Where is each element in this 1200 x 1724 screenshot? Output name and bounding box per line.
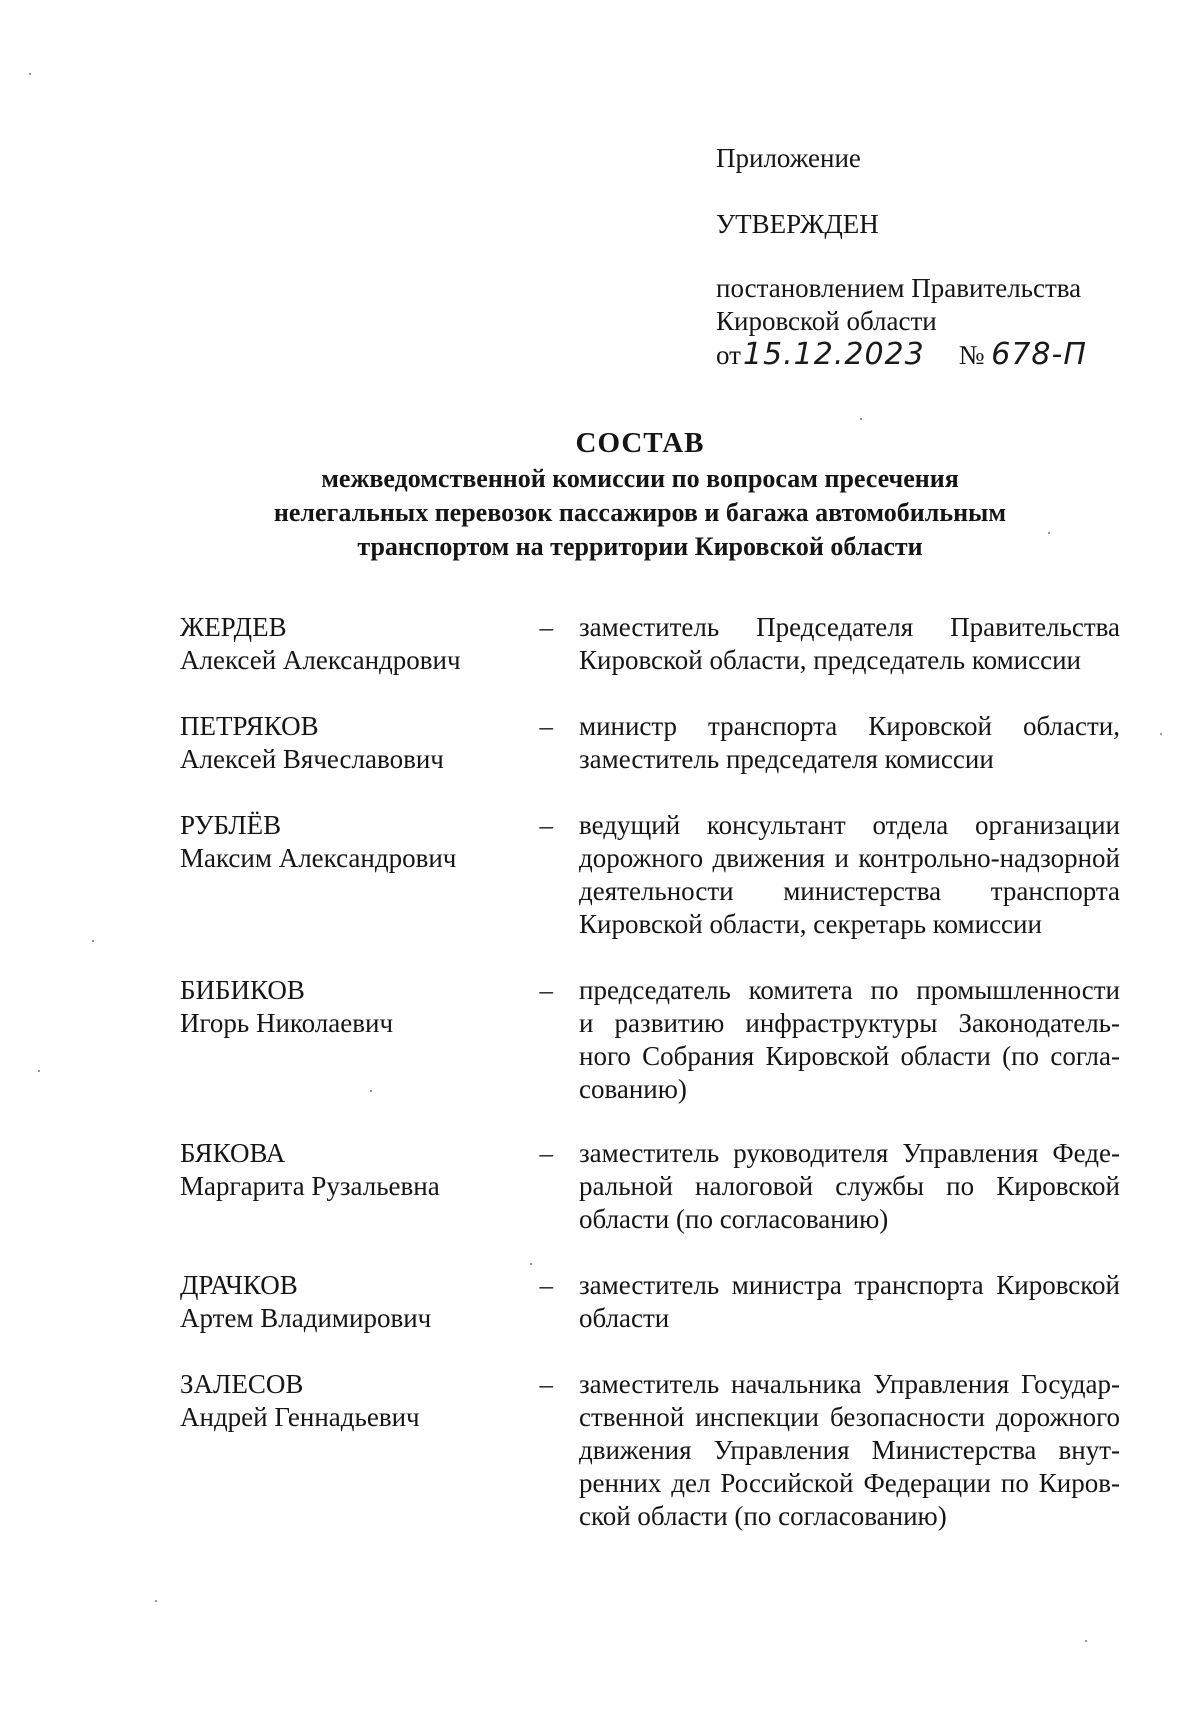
member-row [180,611,1120,677]
approval-block [716,142,1156,372]
member-surname: ЖЕРДЕВ [180,612,287,642]
member-row [180,1269,1120,1335]
scan-speck [530,1263,532,1265]
member-name [180,809,510,875]
member-position [579,1137,1120,1236]
position-line: области (по согласованию) [579,1204,889,1234]
member-dash: – [539,810,553,840]
resolution-line-2: Кировской области [716,306,937,336]
members-list [180,611,1120,1533]
position-line: ведущий консультант отдела организации [579,810,1120,840]
member-position [579,1368,1120,1533]
scan-speck [155,1600,157,1602]
resolution-date-line [716,338,1156,372]
member-surname: БИБИКОВ [180,975,305,1005]
member-position [579,809,1120,941]
position-line: движения Управления Министерства внут- [579,1435,1120,1465]
scan-speck [92,940,94,942]
position-line: ской области (по согласованию) [579,1501,947,1531]
scan-speck [1160,733,1162,735]
handwritten-number: 678-П [991,337,1087,372]
scan-speck [370,1090,372,1092]
position-line: и развитию инфраструктуры Законодатель- [579,1008,1120,1038]
position-line: области [579,1303,670,1333]
position-line: сованию) [579,1074,687,1104]
member-row [180,809,1120,941]
approved-label: УТВЕРЖДЕН [716,209,879,239]
member-row [180,710,1120,776]
member-dash: – [539,1138,553,1168]
member-name [180,1137,510,1203]
scan-speck [1085,1640,1087,1642]
date-prefix: от [716,340,741,370]
member-given-name: Андрей Геннадьевич [180,1402,420,1432]
position-line: ного Собрания Кировской области (по согла- [579,1041,1120,1071]
member-position [579,710,1120,776]
member-surname: РУБЛЁВ [180,810,282,840]
position-line: дорожного движения и контрольно-надзорной [579,843,1120,873]
position-line: ренних дел Российской Федерации по Киров- [579,1468,1120,1498]
position-line: председатель комитета по промышленности [579,975,1120,1005]
position-line: заместитель руководителя Управления Феде- [579,1138,1120,1168]
member-name [180,611,510,677]
position-line: заместитель начальника Управления Государ- [579,1369,1120,1399]
member-surname: ДРАЧКОВ [180,1270,298,1300]
member-row [180,974,1120,1106]
member-row [180,1368,1120,1533]
member-given-name: Алексей Вячеславович [180,744,444,774]
position-line: деятельности министерства транспорта [579,876,1120,906]
member-surname: ПЕТРЯКОВ [180,711,319,741]
member-dash: – [539,1270,553,1300]
position-line: Кировской области, секретарь комиссии [579,909,1042,939]
member-position [579,611,1120,677]
number-prefix: № [958,340,985,370]
member-given-name: Маргарита Рузальевна [180,1171,440,1201]
member-dash: – [539,975,553,1005]
title-main: СОСТАВ [575,427,705,459]
scan-speck [1048,532,1050,534]
document-title [100,424,1180,564]
member-dash: – [539,711,553,741]
handwritten-date: 15.12.2023 [742,337,925,372]
position-line: заместитель Председателя Правительства [579,612,1120,642]
position-line: ральной налоговой службы по Кировской [579,1171,1120,1201]
member-position [579,974,1120,1106]
member-name [180,710,510,776]
member-given-name: Алексей Александрович [180,645,461,675]
member-given-name: Артем Владимирович [180,1303,432,1333]
appendix-label: Приложение [716,143,861,173]
member-given-name: Игорь Николаевич [180,1008,394,1038]
position-line: Кировской области, председатель комиссии [579,645,1081,675]
member-surname: ЗАЛЕСОВ [180,1369,304,1399]
scan-speck [860,418,862,420]
member-name [180,1368,510,1434]
position-line: заместитель председателя комиссии [579,744,994,774]
scan-speck [38,1070,40,1072]
member-given-name: Максим Александрович [180,843,457,873]
scan-speck [29,73,31,75]
member-name [180,1269,510,1335]
position-line: заместитель министра транспорта Кировской [579,1270,1120,1300]
member-dash: – [539,612,553,642]
member-name [180,974,510,1040]
resolution-line-1: постановлением Правительства [716,273,1082,303]
member-surname: БЯКОВА [180,1138,286,1168]
member-position [579,1269,1120,1335]
position-line: ственной инспекции безопасности дорожного [579,1402,1120,1432]
member-dash: – [539,1369,553,1399]
position-line: министр транспорта Кировской области, [579,711,1120,741]
member-row [180,1137,1120,1236]
title-line-3: транспортом на территории Кировской области [357,532,923,561]
title-line-2: нелегальных перевозок пассажиров и багажа автомобильным [273,498,1007,527]
title-line-1: межведомственной комиссии по вопросам пресечения [321,464,959,493]
